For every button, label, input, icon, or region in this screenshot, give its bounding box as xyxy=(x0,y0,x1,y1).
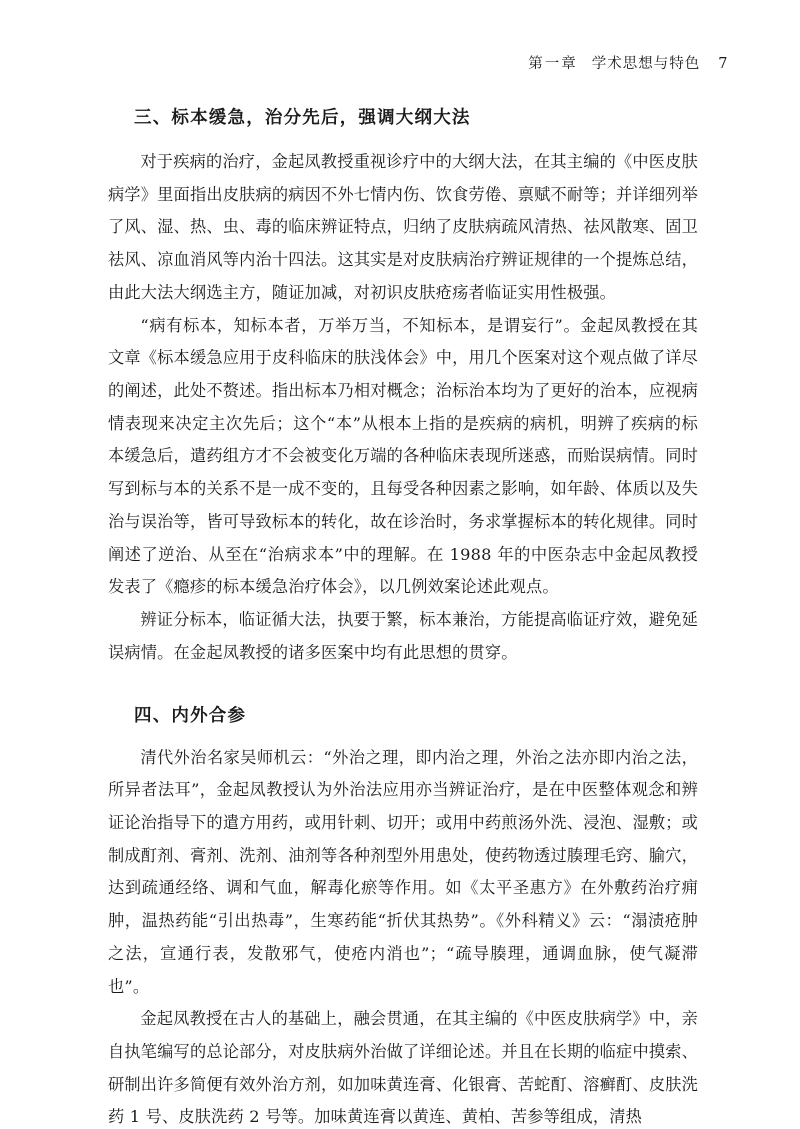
paragraph: “病有标本，知标本者，万举万当，不知标本，是谓妄行”。金起凤教授在其文章《标本缓急应用于皮科临床的肤浅体会》中，用几个医案对这个观点做了详尽的阐述，此处不赘述。指出标本乃相对概念；治标治本均为了更好的治本，应视病情表现来决定主次先后；这个“本”从根本上指的是疾病的病机，明辨了疾病的标本缓急后，遣药组方才不会被变化万端的各种临床表现所迷惑，而贻误病情。同时写到标与本的关系不是一成不变的，且每受各种因素之影响，如年龄、体质以及失治与误治等，皆可导致标本的转化，故在诊治时，务求掌握标本的转化规律。同时阐述了逆治、从至在“治病求本”中的理解。在 1988 年的中医杂志中金起凤教授发表了《瘾疹的标本缓急治疗体会》，以几例效案论述此观点。 xyxy=(108,315,698,597)
paragraph: 金起凤教授在古人的基础上，融会贯通，在其主编的《中医皮肤病学》中，亲自执笔编写的总论部分，对皮肤病外治做了详细论述。并且在长期的临症中摸索、研制出许多简便有效外治方剂，如加味黄连膏、化银膏、苦蛇酊、溶癣酊、皮肤洗药 1 号、皮肤洗药 2 号等。加味黄连膏以黄连、黄柏、苦参等组成，清热 xyxy=(108,1009,698,1127)
paragraph: 辨证分标本，临证循大法，执要于繁，标本兼治，方能提高临证疗效，避免延误病情。在金起凤教授的诸多医案中均有此思想的贯穿。 xyxy=(108,610,698,662)
header-chapter-label: 第一章 xyxy=(528,56,578,72)
paragraph: 对于疾病的治疗，金起凤教授重视诊疗中的大纲大法，在其主编的《中医皮肤病学》里面指出皮肤病的病因不外七情内伤、饮食劳倦、禀赋不耐等；并详细列举了风、湿、热、虫、毒的临床辨证特点，归纳了皮肤病疏风清热、祛风散寒、固卫祛风、凉血消风等内治十四法。这其实是对皮肤病治疗辨证规律的一个提炼总结，由此大法大纲选主方，随证加减，对初识皮肤疮疡者临证实用性极强。 xyxy=(108,152,698,302)
page-header xyxy=(528,52,728,73)
section-heading-four: 四、内外合参 xyxy=(134,705,247,726)
section-heading-three: 三、标本缓急，治分先后，强调大纲大法 xyxy=(134,108,471,128)
page-content xyxy=(108,104,698,1129)
page-number: 7 xyxy=(718,56,728,72)
paragraph: 清代外治名家吴师机云：“外治之理，即内治之理，外治之法亦即内治之法，所异者法耳”，金起凤教授认为外治法应用亦当辨证治疗，是在中医整体观念和辨证论治指导下的遣方用药，或用针刺、切开；或用中药煎汤外洗、浸泡、湿敷；或制成酊剂、膏剂、洗剂、油剂等各种剂型外用患处，使药物透过腠理毛窍、腧穴，达到疏通经络、调和气血，解毒化瘀等作用。如《太平圣惠方》在外敷药治疗痈肿，温热药能“引出热毒”，生寒药能“折伏其热势”。《外科精义》云：“溻渍疮肿之法，宣通行表，发散邪气，使疮内消也”；“疏导腠理，通调血脉，使气凝滞也”。 xyxy=(108,747,698,996)
header-chapter-title: 学术思想与特色 xyxy=(591,56,701,72)
